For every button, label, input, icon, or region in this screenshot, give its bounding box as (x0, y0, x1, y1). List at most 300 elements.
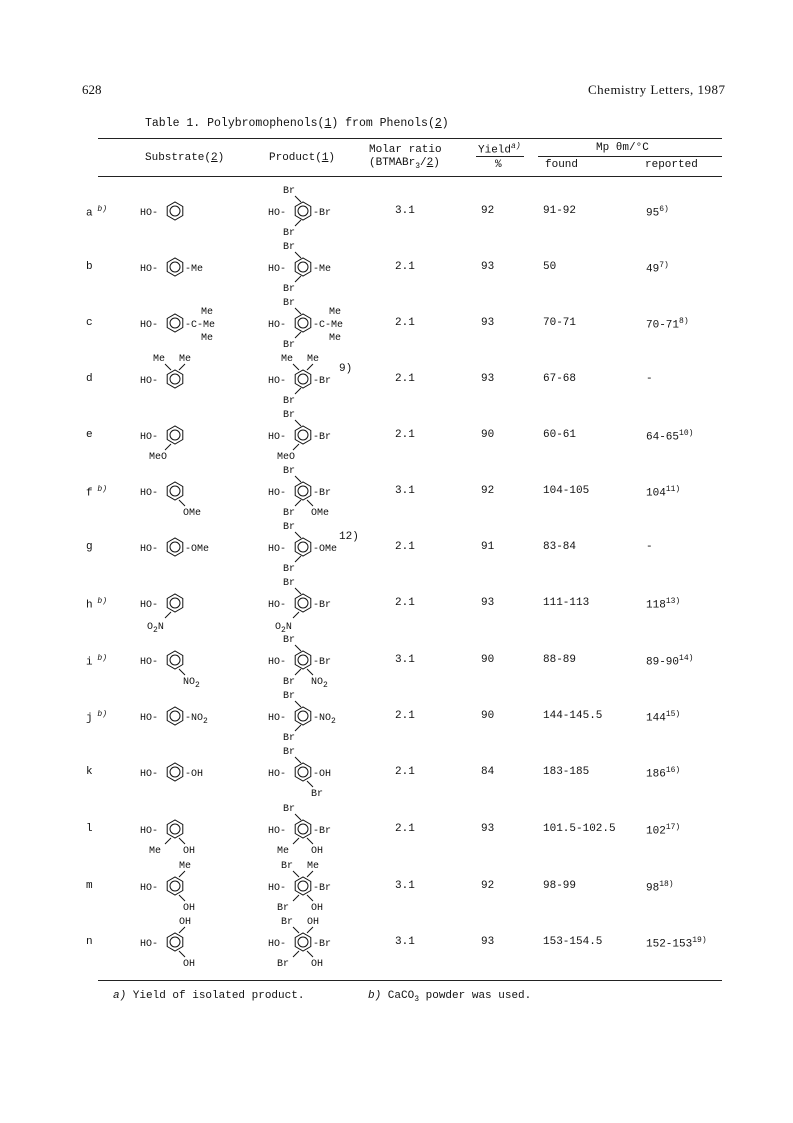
bond-bottom (295, 500, 301, 506)
row-label: m (86, 880, 93, 892)
substituent-right: -Br (313, 488, 332, 499)
hydroxy-label: HO- (268, 713, 287, 724)
substituent-bottom-left: MeO (277, 452, 296, 463)
row-label: b (86, 261, 93, 273)
substituent-bottom: Br (283, 564, 296, 575)
row-label: h $^{b)}$ (86, 597, 108, 612)
molar-ratio-number: 2 (426, 157, 434, 169)
row-label: l (86, 823, 93, 835)
aromatic-circle (298, 486, 308, 496)
product-reference: 9) (339, 363, 353, 375)
substrate-m-structure (140, 856, 260, 916)
mp-reported-value: 186$^{16)}$ (646, 766, 681, 781)
page-number: 628 (82, 82, 102, 97)
product-close: ) (328, 152, 336, 164)
mp-found-value: 50 (543, 261, 557, 273)
aromatic-circle (170, 598, 180, 608)
hydroxy-label: HO- (268, 264, 287, 275)
substituent-top: Br (283, 242, 296, 253)
yield-value: 90 (481, 429, 495, 441)
bond-top (295, 814, 301, 820)
table-top-rule (98, 138, 722, 139)
bond-top (295, 196, 301, 202)
hydroxy-label: HO- (140, 939, 159, 950)
header-molar-ratio: Molar ratio (369, 144, 442, 156)
row-label: n (86, 936, 93, 948)
row-label: k (86, 766, 93, 778)
molar-ratio-sub3: 3 (415, 162, 421, 172)
mp-found-value: 67-68 (543, 373, 577, 385)
bond-top-left (165, 364, 171, 370)
yield-value: 93 (481, 373, 495, 385)
bond-top-left (293, 871, 299, 877)
substituent-top: Br (283, 804, 296, 815)
molar-ratio-value: 2.1 (395, 710, 415, 722)
substituent-top-left: Br (281, 861, 294, 872)
footnote-b (368, 990, 531, 1004)
hydroxy-label: HO- (268, 432, 287, 443)
substituent-bottom-right: OMe (183, 508, 202, 519)
mp-reported-value: 70-71$^{8)}$ (646, 317, 689, 332)
bond-bottom-right (307, 669, 313, 675)
row-label: j $^{b)}$ (86, 710, 108, 725)
substituent-right: -OMe (313, 544, 338, 555)
product-label: Product( (269, 152, 322, 164)
molar-ratio-value: 2.1 (395, 766, 415, 778)
substituent-top: Br (283, 747, 296, 758)
bond-bottom (295, 556, 301, 562)
hydroxy-label: HO- (140, 208, 159, 219)
mp-found-value: 83-84 (543, 541, 577, 553)
nitro-group: $NO_2$ (311, 677, 328, 690)
bond-top (295, 532, 301, 538)
bond-bottom-right (307, 500, 313, 506)
substituent-top-left: Br (281, 917, 294, 928)
mp-reported-value: 104$^{11)}$ (646, 485, 681, 500)
hydroxy-label: HO- (268, 826, 287, 837)
substituent-right: -Br (313, 883, 332, 894)
aromatic-circle (298, 711, 308, 721)
substituent-bottom-left: Br (277, 959, 290, 970)
product-reference: 12) (339, 531, 359, 543)
molar-ratio-value: 3.1 (395, 654, 415, 666)
caption-text-mid: ) from Phenols( (331, 117, 435, 130)
molar-ratio-value: 2.1 (395, 541, 415, 553)
substituent-top: Br (283, 635, 296, 646)
bond-top (295, 588, 301, 594)
aromatic-circle (170, 711, 180, 721)
substituent-bottom: Br (283, 677, 296, 688)
bond-bottom-right (179, 669, 185, 675)
tbutyl-methyl-bottom: Me (201, 333, 214, 344)
substituent-right: -C-Me (313, 320, 344, 331)
aromatic-circle (170, 486, 180, 496)
hydroxy-label: HO- (268, 376, 287, 387)
header-yield (478, 142, 521, 157)
table-caption (145, 117, 449, 130)
mp-found-value: 183-185 (543, 766, 590, 778)
substituent-right: -Me (313, 264, 332, 275)
hydroxy-label: HO- (268, 544, 287, 555)
molar-ratio-value: 3.1 (395, 880, 415, 892)
row-note: b) (92, 597, 108, 606)
mp-reported-value: - (646, 541, 653, 553)
product-c-structure (268, 293, 388, 353)
aromatic-circle (170, 206, 180, 216)
molar-ratio-value: 2.1 (395, 261, 415, 273)
aromatic-circle (170, 262, 180, 272)
bond-bottom-right (307, 781, 313, 787)
yield-value: 90 (481, 710, 495, 722)
hydroxy-label: HO- (268, 769, 287, 780)
aromatic-circle (298, 824, 308, 834)
substituent-top: Br (283, 298, 296, 309)
mp-reported-value: 152-153$^{19)}$ (646, 936, 707, 951)
reference-sup: 10) (679, 429, 694, 438)
bond-bottom-left (293, 951, 299, 957)
aromatic-circle (170, 767, 180, 777)
bond-bottom-left (293, 838, 299, 844)
substituent-top: Br (283, 522, 296, 533)
tbutyl-methyl-top: Me (329, 307, 342, 318)
header-molar-ratio-sub (369, 157, 440, 171)
substituent-right: -OMe (185, 544, 210, 555)
substituent-bottom-right: OH (311, 903, 324, 914)
hydroxy-label: HO- (140, 432, 159, 443)
journal-title: Chemistry Letters, 1987 (588, 82, 726, 97)
yield-value: 93 (481, 597, 495, 609)
footnote-b-text-end: powder was used. (419, 990, 532, 1002)
substituent-right: -Me (185, 264, 204, 275)
molar-ratio-value: 2.1 (395, 317, 415, 329)
substituent-top-left: Me (153, 354, 166, 365)
reference-sup: 7) (659, 261, 669, 270)
substituent-right: -OH (313, 769, 332, 780)
reference-sup: 17) (665, 823, 681, 832)
substrate-f-structure (140, 461, 260, 521)
hydroxy-label: HO- (140, 320, 159, 331)
bond-bottom-left (293, 895, 299, 901)
yield-value: 90 (481, 654, 495, 666)
product-n-structure (268, 912, 388, 972)
hydroxy-label: HO- (140, 769, 159, 780)
substituent-right: -C-Me (185, 320, 216, 331)
product-l-structure (268, 799, 388, 859)
reference-sup: 15) (665, 710, 681, 719)
substrate-e-structure (140, 405, 260, 465)
bond-bottom-right (179, 838, 185, 844)
row-label: a $^{b)}$ (86, 205, 108, 220)
header-mp: Mp θm/°C (596, 142, 649, 154)
header-bottom-rule (98, 176, 722, 177)
substrate-a-structure (140, 181, 260, 241)
bond-bottom-left (165, 444, 171, 450)
yield-label: Yield (478, 144, 512, 157)
aromatic-circle (170, 824, 180, 834)
substituent-bottom-left: Me (277, 846, 290, 857)
reference-sup: 6) (659, 205, 669, 214)
substrate-n-structure (140, 912, 260, 972)
substrate-d-structure (140, 349, 260, 409)
product-d-structure (268, 349, 388, 409)
mp-reported-value: 64-65$^{10)}$ (646, 429, 694, 444)
product-b-structure (268, 237, 388, 297)
substituent-top: Br (283, 578, 296, 589)
bond-bottom (295, 388, 301, 394)
substituent-right: -Br (313, 657, 332, 668)
product-j-structure (268, 686, 388, 746)
reference-sup: 13) (665, 597, 681, 606)
aromatic-circle (170, 430, 180, 440)
product-h-structure (268, 573, 388, 633)
reference-sup: 8) (679, 317, 689, 326)
mp-reported-value: 144$^{15)}$ (646, 710, 681, 725)
substituent-bottom-right: OH (311, 959, 324, 970)
reference-sup: 14) (679, 654, 694, 663)
aromatic-circle (170, 542, 180, 552)
substituent-bottom: Br (283, 340, 296, 351)
hydroxy-label: HO- (140, 657, 159, 668)
substituent-top: Br (283, 466, 296, 477)
aromatic-circle (298, 881, 308, 891)
mp-found-value: 104-105 (543, 485, 590, 497)
product-number: 1 (321, 152, 329, 164)
aromatic-circle (298, 767, 308, 777)
substituent-right: -Br (313, 826, 332, 837)
bond-top (295, 252, 301, 258)
substituent-bottom-left: Br (277, 903, 290, 914)
substituent-top: Br (283, 186, 296, 197)
hydroxy-label: HO- (268, 488, 287, 499)
yield-value: 92 (481, 880, 495, 892)
footnote-a-text: Yield of isolated product. (126, 990, 305, 1002)
bond-bottom-left (165, 838, 171, 844)
hydroxy-label: HO- (140, 488, 159, 499)
product-e-structure (268, 405, 388, 465)
substituent-top: Br (283, 691, 296, 702)
substituent-bottom: Br (283, 284, 296, 295)
substituent-right: -Br (313, 376, 332, 387)
product-k-structure (268, 742, 388, 802)
substituent-bottom: Br (283, 228, 296, 239)
aromatic-circle (170, 318, 180, 328)
footnote-b-sub: 3 (414, 995, 420, 1005)
bond-top-left (293, 927, 299, 933)
molar-ratio-sub: (BTMABr (369, 157, 416, 169)
caption-text-end: ) (441, 117, 449, 130)
caption-compound-2: 2 (434, 117, 442, 130)
mp-found-value: 101.5-102.5 (543, 823, 616, 835)
substituent-bottom-right: OH (183, 846, 196, 857)
substituent-right: -Br (313, 432, 332, 443)
bond-bottom-right (307, 951, 313, 957)
bond-bottom-left (293, 444, 299, 450)
mp-found-value: 60-61 (543, 429, 577, 441)
substrate-c-structure (140, 293, 260, 353)
caption-compound-1: 1 (324, 117, 332, 130)
aromatic-circle (298, 937, 308, 947)
bond-bottom-left (293, 612, 299, 618)
bond-top-left (293, 364, 299, 370)
mp-reported-value: 95$^{6)}$ (646, 205, 669, 220)
substrate-i-structure (140, 630, 260, 690)
footnote-a-mark: a) (113, 990, 127, 1002)
tbutyl-methyl-bottom: Me (329, 333, 342, 344)
substituent-right: -Br (313, 939, 332, 950)
substituent-bottom-right: OH (311, 846, 324, 857)
substituent-right: -OH (185, 769, 204, 780)
aromatic-circle (298, 542, 308, 552)
hydroxy-label: HO- (140, 883, 159, 894)
aromatic-circle (170, 374, 180, 384)
hydroxy-label: HO- (268, 600, 287, 611)
row-label: g (86, 541, 93, 553)
yield-value: 84 (481, 766, 495, 778)
aromatic-circle (298, 655, 308, 665)
molar-ratio-tail: / (420, 157, 427, 169)
header-product (269, 152, 335, 164)
molar-ratio-value: 2.1 (395, 429, 415, 441)
substrate-number: 2 (211, 152, 218, 164)
yield-value: 93 (481, 823, 495, 835)
row-note: b) (92, 205, 108, 214)
substituent-bottom-right: OH (183, 959, 196, 970)
bond-bottom-right (307, 838, 313, 844)
substrate-label: Substrate( (145, 152, 212, 164)
mp-reported-value: 98$^{18)}$ (646, 880, 674, 895)
substituent-top-right: Me (179, 861, 192, 872)
yield-value: 91 (481, 541, 495, 553)
substrate-h-structure (140, 573, 260, 633)
hydroxy-label: HO- (140, 544, 159, 555)
mp-found-value: 98-99 (543, 880, 577, 892)
substituent-bottom-right: Br (311, 789, 324, 800)
row-note: b) (92, 485, 108, 494)
substituent-right: -Br (313, 600, 332, 611)
molar-ratio-value: 3.1 (395, 205, 415, 217)
hydroxy-label: HO- (140, 376, 159, 387)
bond-top (295, 420, 301, 426)
yield-sup: a) (511, 142, 521, 151)
substrate-close: ) (217, 152, 225, 164)
molar-ratio-close: ) (433, 157, 440, 169)
mp-found-value: 88-89 (543, 654, 577, 666)
bond-bottom (295, 332, 301, 338)
hydroxy-label: HO- (268, 320, 287, 331)
nitro-group: $O_2N$ (275, 622, 292, 635)
header-substrate (145, 152, 224, 164)
row-note: b) (92, 654, 108, 663)
row-label: i $^{b)}$ (86, 654, 108, 669)
footnote-b-text: CaCO (381, 990, 415, 1002)
tbutyl-methyl-top: Me (201, 307, 214, 318)
mp-reported-value: 118$^{13)}$ (646, 597, 681, 612)
molar-ratio-value: 3.1 (395, 485, 415, 497)
nitro-group: $-NO_2$ (313, 713, 336, 726)
substituent-top: Br (283, 410, 296, 421)
substituent-top-right: Me (179, 354, 192, 365)
mp-found-value: 111-113 (543, 597, 590, 609)
molar-ratio-value: 2.1 (395, 597, 415, 609)
product-g-structure (268, 517, 388, 577)
substrate-k-structure (140, 742, 260, 802)
mp-found-value: 91-92 (543, 205, 577, 217)
mp-reported-value: 89-90$^{14)}$ (646, 654, 694, 669)
substituent-bottom: Br (283, 508, 296, 519)
mp-reported-value: 102$^{17)}$ (646, 823, 681, 838)
bond-top (295, 476, 301, 482)
bond-bottom (295, 725, 301, 731)
hydroxy-label: HO- (140, 826, 159, 837)
row-label: e (86, 429, 93, 441)
row-label: c (86, 317, 93, 329)
substituent-bottom: Br (283, 396, 296, 407)
mp-found-value: 70-71 (543, 317, 577, 329)
bond-top (295, 308, 301, 314)
substituent-bottom-right: OH (183, 903, 196, 914)
bond-bottom (295, 276, 301, 282)
nitro-group: $-NO_2$ (185, 713, 208, 726)
bond-bottom-left (165, 612, 171, 618)
row-label: f $^{b)}$ (86, 485, 108, 500)
substituent-bottom-left: MeO (149, 452, 168, 463)
table-bottom-rule (98, 980, 722, 981)
substituent-top-right: Me (307, 861, 320, 872)
substrate-b-structure (140, 237, 260, 297)
footnote-b-mark: b) (368, 990, 382, 1002)
header-found: found (545, 159, 579, 171)
footnote-a (113, 990, 304, 1002)
mp-reported-value: 49$^{7)}$ (646, 261, 669, 276)
mp-underline (538, 156, 722, 157)
reference-sup: 11) (665, 485, 681, 494)
substituent-top-right: Me (307, 354, 320, 365)
yield-value: 93 (481, 317, 495, 329)
hydroxy-label: HO- (140, 600, 159, 611)
reference-sup: 19) (692, 936, 707, 945)
hydroxy-label: HO- (140, 264, 159, 275)
molar-ratio-value: 2.1 (395, 373, 415, 385)
bond-bottom-right (307, 895, 313, 901)
nitro-group: $O_2N$ (147, 622, 164, 635)
yield-value: 92 (481, 205, 495, 217)
aromatic-circle (298, 318, 308, 328)
hydroxy-label: HO- (268, 657, 287, 668)
aromatic-circle (170, 881, 180, 891)
hydroxy-label: HO- (268, 939, 287, 950)
aromatic-circle (170, 937, 180, 947)
hydroxy-label: HO- (268, 883, 287, 894)
substituent-top-right: OH (179, 917, 192, 928)
bond-top (295, 645, 301, 651)
substrate-j-structure (140, 686, 260, 746)
row-label: d (86, 373, 93, 385)
header-reported: reported (645, 159, 698, 171)
bond-bottom-right (179, 951, 185, 957)
substituent-top-left: Me (281, 354, 294, 365)
molar-ratio-value: 3.1 (395, 936, 415, 948)
bond-top (295, 757, 301, 763)
yield-value: 92 (481, 485, 495, 497)
row-note: b) (92, 710, 108, 719)
aromatic-circle (298, 430, 308, 440)
bond-bottom (295, 669, 301, 675)
aromatic-circle (170, 655, 180, 665)
bond-bottom-right (179, 895, 185, 901)
substituent-bottom-right: OMe (311, 508, 330, 519)
reference-sup: 16) (665, 766, 681, 775)
mp-found-value: 144-145.5 (543, 710, 603, 722)
